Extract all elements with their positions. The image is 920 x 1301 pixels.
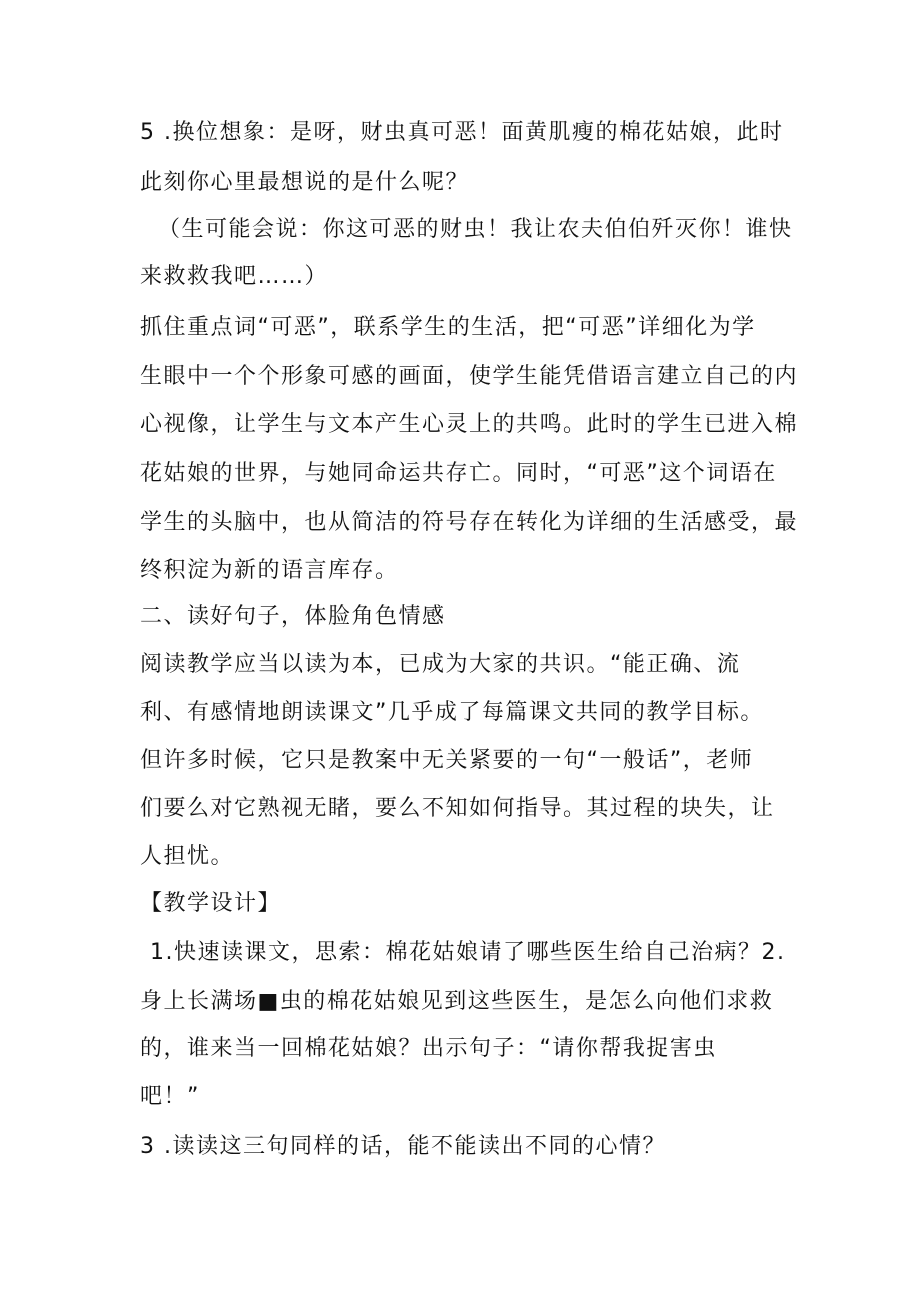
text-line: 们要么对它熟视无睹，要么不知如何指导。其过程的块失，让 xyxy=(140,796,775,821)
section-heading: 【教学设计】 xyxy=(140,891,282,916)
text-line: 的，谁来当一回棉花姑娘？出示句子：“请你帮我捉害虫 xyxy=(140,1036,717,1061)
text-line: 抓住重点词“可恶”，联系学生的生活，把“可恶”详细化为学 xyxy=(140,315,756,340)
section-heading: 二、读好句子，体脸角色情感 xyxy=(140,604,446,629)
text-line: 5 .换位想象：是呀，财虫真可恶！面黄肌瘦的棉花姑娘，此时 xyxy=(140,120,784,145)
text-line: 终积淀为新的语言库存。 xyxy=(140,558,399,583)
text-line: 人担忧。 xyxy=(140,844,235,869)
text-line: 阅读教学应当以读为本，已成为大家的共识。“能正确、流 xyxy=(140,652,741,677)
text-line: 1.快速读课文，思索：棉花姑娘请了哪些医生给自己治病？2. xyxy=(150,940,786,965)
text-line: （生可能会说：你这可恶的财虫！我让农夫伯伯歼灭你！谁快 xyxy=(158,217,793,242)
text-line: 3 .读读这三句同样的话，能不能读出不同的心情？ xyxy=(140,1134,666,1159)
text-line: 学生的头脑中，也从简洁的符号存在转化为详细的生活感受，最 xyxy=(140,510,799,535)
text-line: 生眼中一个个形象可感的画面，使学生能凭借语言建立自己的内 xyxy=(140,364,799,389)
text-line: 心视像，让学生与文本产生心灵上的共鸣。此时的学生已进入棉 xyxy=(140,412,799,437)
text-line: 利、有感情地朗读课文”几乎成了每篇课文共同的教学目标。 xyxy=(140,700,764,725)
text-line: 花姑娘的世界，与她同命运共存亡。同时，“可恶”这个词语在 xyxy=(140,461,777,486)
text-line: 身上长满场■虫的棉花姑娘见到这些医生，是怎么向他们求救 xyxy=(140,989,774,1014)
text-line: 此刻你心里最想说的是什么呢？ xyxy=(140,170,470,195)
text-line: 来救救我吧……） xyxy=(140,264,329,289)
text-line: 但许多时候，它只是教案中无关紧要的一句“一般话”，老师 xyxy=(140,748,754,773)
text-line: 吧！” xyxy=(140,1084,200,1109)
